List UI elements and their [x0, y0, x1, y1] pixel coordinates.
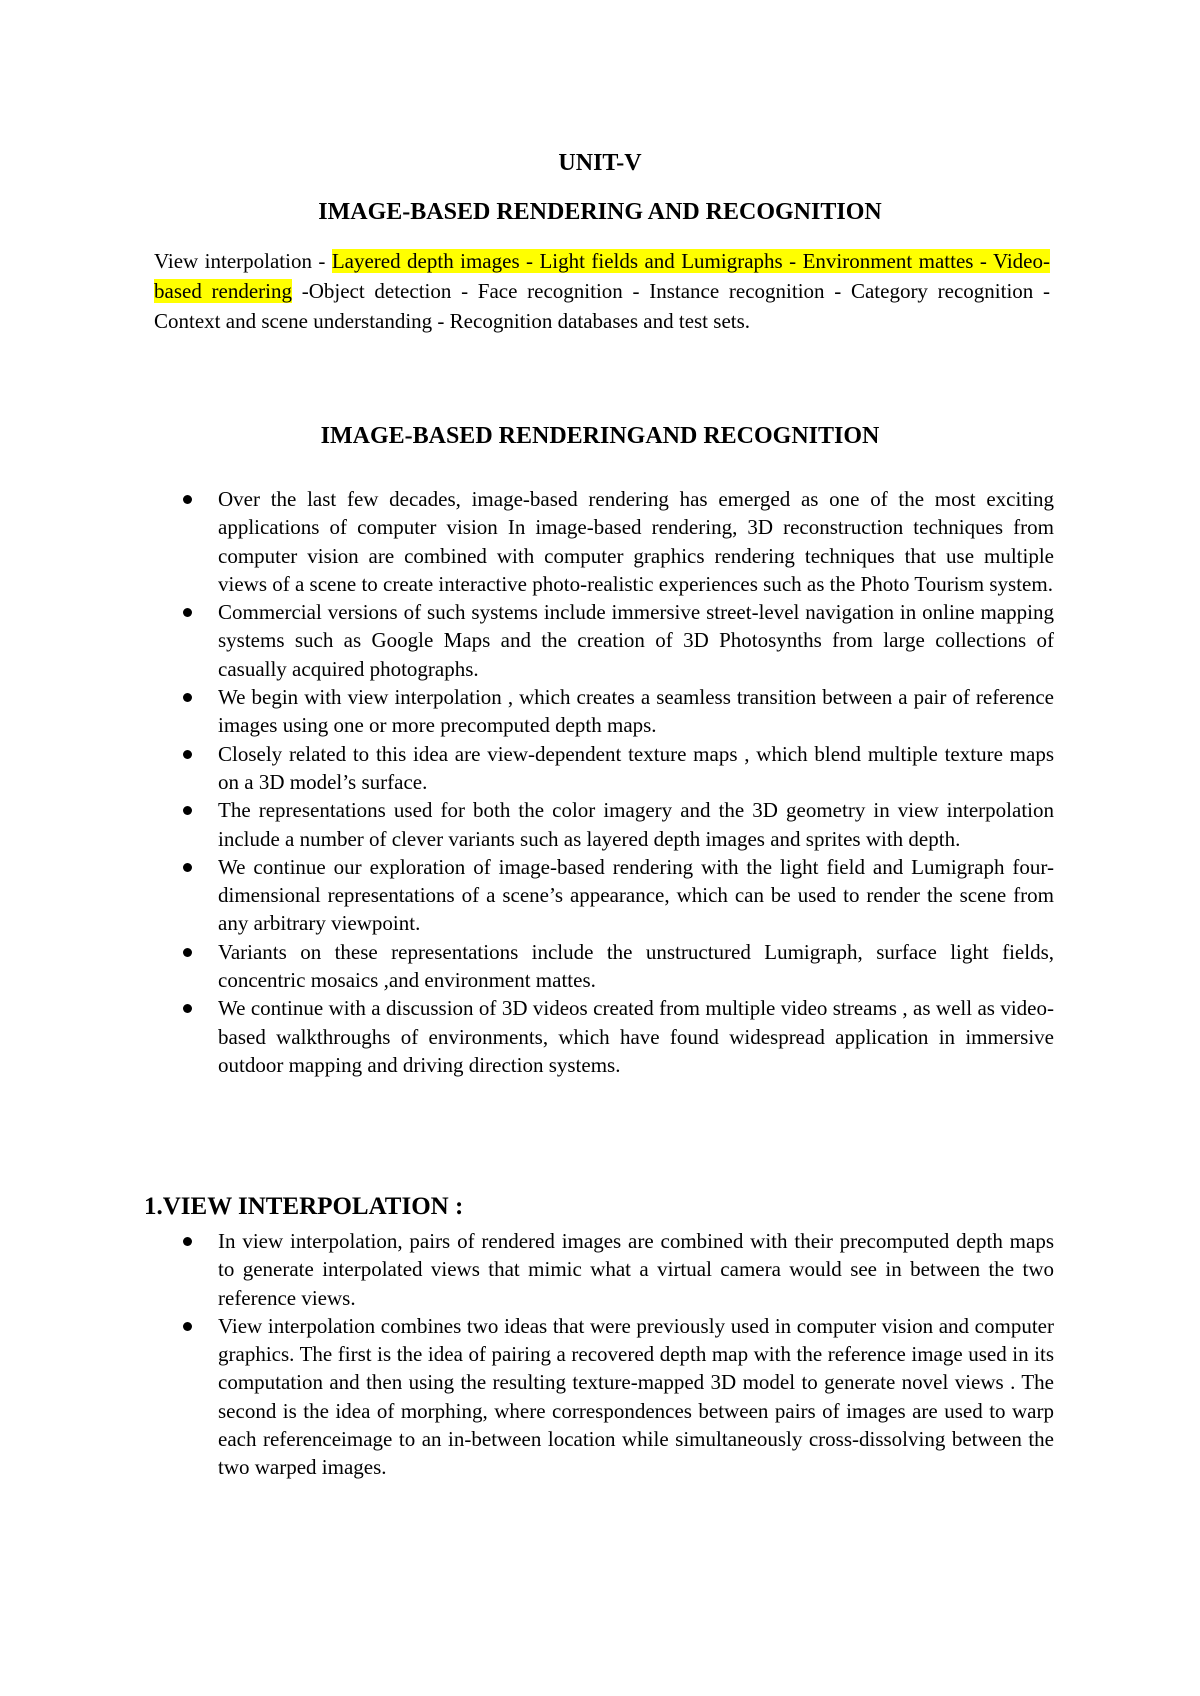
- list-item: [0, 1227, 1054, 1312]
- bullet-icon: [183, 750, 192, 759]
- bullet-text: The representations used for both the color imagery and the 3D geometry in view interpolation include a number of clever variants such as layered depth images and sprites with depth.: [218, 798, 1054, 851]
- bullet-text: We begin with view interpolation , which creates a seamless transition between a pair of reference images using one or more precomputed depth maps.: [218, 685, 1054, 738]
- bullet-text: Variants on these representations include the unstructured Lumigraph, surface light fields, concentric mosaics ,and environment mattes.: [218, 939, 1054, 993]
- bullet-icon: [183, 863, 192, 872]
- bullet-icon: [183, 693, 192, 702]
- list-item: [0, 994, 1054, 1079]
- syllabus-paragraph: [154, 246, 1050, 336]
- syllabus-text-end: -Object detection - Face recognition - Instance recognition - Category recognition - Context and scene understanding - Recognition databases and test sets.: [154, 279, 1050, 333]
- view-interpolation-bullet-list: [0, 1227, 1200, 1482]
- list-item: [0, 796, 1054, 853]
- bullet-icon: [183, 608, 192, 617]
- bullet-text: We continue our exploration of image-based rendering with the light field and Lumigraph four-dimensional representations of a scene’s appearance, which can be used to render the scene from any arbitrary viewpoint.: [218, 854, 1054, 936]
- syllabus-text-start: View interpolation -: [154, 249, 332, 273]
- bullet-text: In view interpolation, pairs of rendered images are combined with their precomputed depth maps to generate interpolated views that mimic what a virtual camera would see in between the two reference views.: [218, 1229, 1054, 1310]
- bullet-icon: [183, 1004, 192, 1013]
- intro-bullet-list: [0, 485, 1200, 1079]
- bullet-icon: [183, 806, 192, 815]
- list-item: [0, 1312, 1054, 1482]
- list-item: [0, 485, 1054, 598]
- list-item: [0, 938, 1054, 995]
- bullet-text: Commercial versions of such systems include immersive street-level navigation in online mapping systems such as Google Maps and the creation of 3D Photosynths from large collections of casually acquired photographs.: [218, 600, 1054, 681]
- list-item: [0, 598, 1054, 683]
- syllabus-highlighted-text: Layered depth images - Light fields and Lumigraphs - Environment mattes - Video-based rendering: [154, 249, 1050, 303]
- bullet-icon: [183, 495, 192, 504]
- unit-title: UNIT-V: [558, 150, 642, 176]
- list-item: [0, 740, 1054, 797]
- list-item: [0, 683, 1054, 740]
- bullet-text: Closely related to this idea are view-dependent texture maps , which blend multiple texture maps on a 3D model’s surface.: [218, 741, 1054, 794]
- bullet-text: We continue with a discussion of 3D videos created from multiple video streams , as well as video-based walkthroughs of environments, which have found widespread application in immersive outdoor mapping and driving direction systems.: [218, 996, 1054, 1077]
- view-interpolation-heading: 1.VIEW INTERPOLATION :: [144, 1193, 464, 1220]
- section-title: IMAGE-BASED RENDERINGAND RECOGNITION: [320, 423, 880, 449]
- bullet-text: View interpolation combines two ideas that were previously used in computer vision and computer graphics. The first is the idea of pairing a recovered depth map with the reference image used in its computation and then using the resulting texture-mapped 3D model to generate novel views . The second is the idea of morphing, where correspondences between pairs of images are used to warp each referenceimage to an in-between location while simultaneously cross-dissolving between the two warped images.: [218, 1313, 1054, 1480]
- main-title: IMAGE-BASED RENDERING AND RECOGNITION: [318, 199, 882, 225]
- list-item: [0, 853, 1054, 938]
- bullet-icon: [183, 1322, 192, 1331]
- bullet-icon: [183, 1237, 192, 1246]
- bullet-icon: [183, 948, 192, 957]
- bullet-text: Over the last few decades, image-based rendering has emerged as one of the most exciting applications of computer vision In image-based rendering, 3D reconstruction techniques from computer vision are combined with computer graphics rendering techniques that use multiple views of a scene to create interactive photo-realistic experiences such as the Photo Tourism system.: [218, 487, 1054, 596]
